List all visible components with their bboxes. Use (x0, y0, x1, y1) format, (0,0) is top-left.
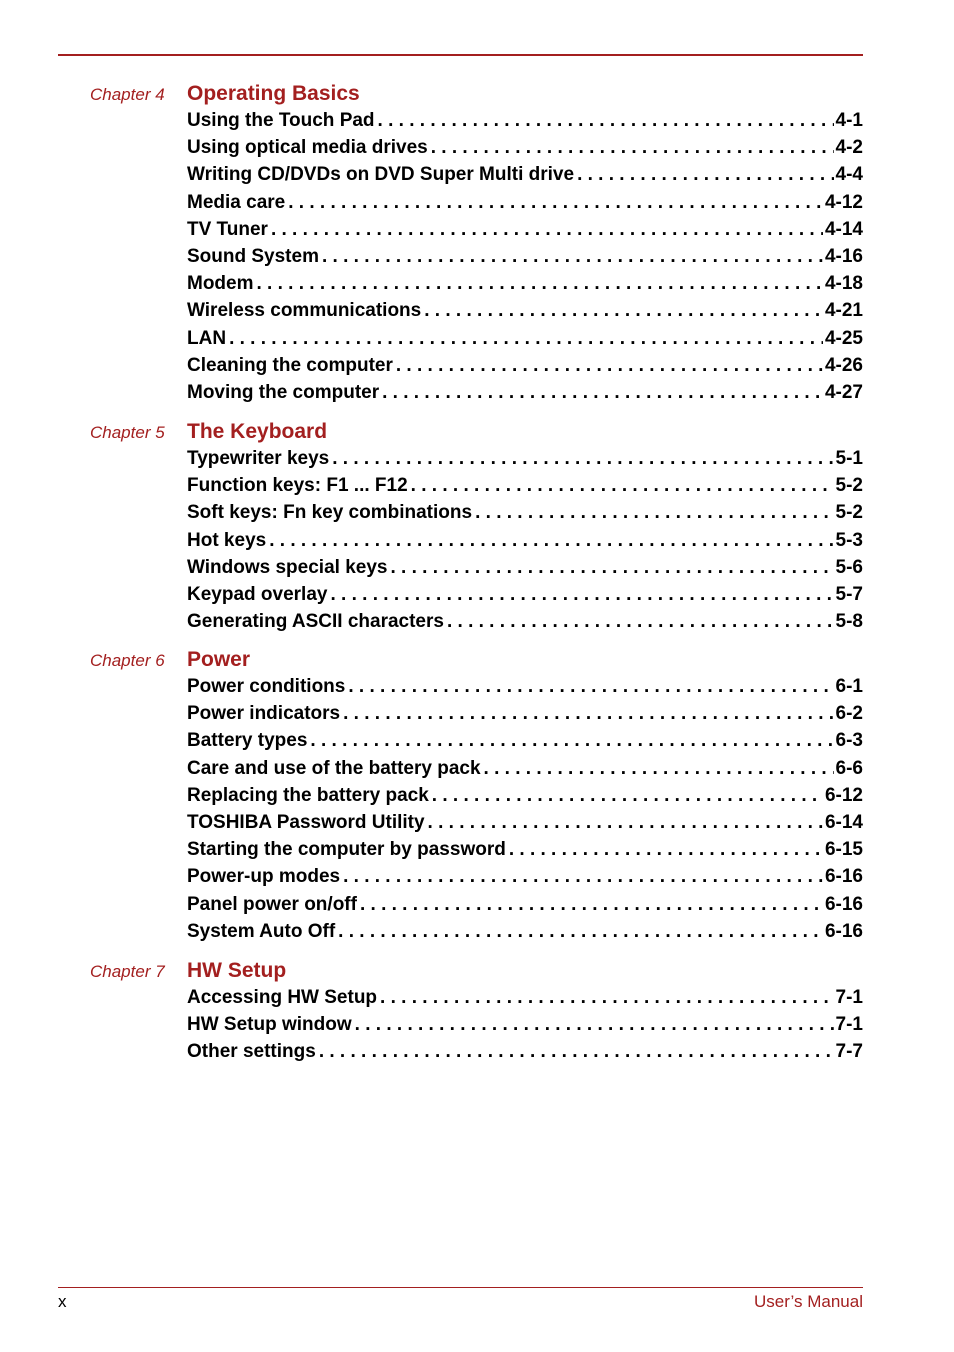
toc-entry-page: 6-16 (824, 920, 863, 942)
toc-entry[interactable] (187, 1011, 863, 1038)
toc-entry[interactable] (187, 608, 863, 635)
toc-entry[interactable] (187, 700, 863, 727)
toc-entries (187, 107, 863, 406)
toc-entry-page: 4-14 (824, 218, 863, 240)
toc-entry[interactable] (187, 782, 863, 809)
toc-entry-page: 4-16 (824, 245, 863, 267)
toc-entry[interactable] (187, 755, 863, 782)
toc-entry-title: Other settings (187, 1041, 316, 1063)
toc-entry-title: Power indicators (187, 703, 341, 725)
dot-leader (322, 243, 823, 270)
toc-entry[interactable] (187, 891, 863, 918)
dot-leader (355, 1011, 834, 1038)
toc-entry[interactable] (187, 379, 863, 406)
toc-entry[interactable] (187, 297, 863, 324)
dot-leader (431, 134, 834, 161)
dot-leader (390, 554, 833, 581)
toc-entry-title: Replacing the battery pack (187, 784, 429, 806)
dot-leader (475, 499, 833, 526)
toc-entry[interactable] (187, 918, 863, 945)
toc-entry-page: 4-26 (824, 354, 863, 376)
page-number: x (58, 1292, 67, 1311)
dot-leader (360, 891, 823, 918)
chapter-label: Chapter 6 (90, 651, 165, 670)
toc-entry[interactable] (187, 727, 863, 754)
toc-entry[interactable] (187, 836, 863, 863)
toc-entry[interactable] (187, 161, 863, 188)
toc-entry-title: Generating ASCII characters (187, 611, 444, 633)
manual-title: User’s Manual (754, 1292, 863, 1311)
chapter-title[interactable]: HW Setup (187, 959, 287, 982)
dot-leader (509, 836, 823, 863)
dot-leader (396, 352, 823, 379)
toc-entry[interactable] (187, 352, 863, 379)
toc-entry[interactable] (187, 673, 863, 700)
toc-entry-page: 6-2 (835, 703, 863, 725)
toc-entry-title: Hot keys (187, 529, 267, 551)
toc-entry-page: 6-3 (835, 730, 863, 752)
toc-entry[interactable] (187, 325, 863, 352)
toc-entry-title: Using optical media drives (187, 137, 428, 159)
dot-leader (343, 700, 833, 727)
toc-entry[interactable] (187, 809, 863, 836)
toc-entry-title: Windows special keys (187, 556, 388, 578)
dot-leader (447, 608, 834, 635)
toc-entry-title: Power-up modes (187, 866, 341, 888)
dot-leader (338, 918, 823, 945)
dot-leader (348, 673, 833, 700)
dot-leader (577, 161, 833, 188)
dot-leader (319, 1038, 834, 1065)
dot-leader (269, 527, 833, 554)
toc-entry-page: 5-6 (835, 556, 863, 578)
dot-leader (343, 863, 823, 890)
footer-rule (58, 1287, 863, 1288)
toc-entry-page: 4-1 (835, 110, 863, 131)
toc-entry-title: Care and use of the battery pack (187, 757, 481, 779)
toc-entry-page: 5-1 (835, 448, 863, 469)
toc-entry-page: 7-7 (835, 1041, 863, 1063)
toc-entry-title: Writing CD/DVDs on DVD Super Multi drive (187, 164, 575, 186)
toc-entry[interactable] (187, 107, 863, 134)
dot-leader (310, 727, 833, 754)
chapter-label: Chapter 7 (90, 962, 165, 981)
toc-entry-page: 5-2 (835, 475, 863, 497)
toc-entry-page: 7-1 (835, 987, 863, 1008)
toc-entry-page: 5-3 (835, 529, 863, 551)
toc-entry-title: Sound System (187, 245, 319, 267)
dot-leader (288, 189, 823, 216)
toc-entry-page: 4-2 (835, 137, 863, 159)
toc-entry-page: 5-8 (835, 611, 863, 633)
toc-entry-title: Starting the computer by password (187, 839, 506, 861)
toc-entry-title: LAN (187, 327, 227, 349)
dot-leader (378, 107, 834, 134)
toc-entry-page: 4-25 (824, 327, 863, 349)
toc-entry-title: TV Tuner (187, 218, 268, 240)
toc-entry[interactable] (187, 270, 863, 297)
toc-entry-title: Using the Touch Pad (187, 110, 375, 131)
toc-entry-title: Accessing HW Setup (187, 987, 378, 1008)
toc-entry[interactable] (187, 984, 863, 1011)
toc-entry[interactable] (187, 243, 863, 270)
dot-leader (229, 325, 823, 352)
chapter-title[interactable]: Operating Basics (187, 82, 360, 105)
toc-entry-title: Battery types (187, 730, 308, 752)
dot-leader (432, 782, 823, 809)
toc-entry-title: Typewriter keys (187, 448, 330, 469)
toc-entry-page: 6-16 (824, 866, 863, 888)
toc-entry[interactable] (187, 527, 863, 554)
toc-entry-page: 6-16 (824, 893, 863, 915)
toc-entries (187, 673, 863, 945)
toc-entry-page: 4-27 (824, 381, 863, 403)
toc-entry-title: Wireless communications (187, 300, 422, 322)
toc-entry[interactable] (187, 216, 863, 243)
dot-leader (380, 984, 833, 1011)
toc-entry[interactable] (187, 189, 863, 216)
toc-entry[interactable] (187, 1038, 863, 1065)
toc-entry[interactable] (187, 445, 863, 472)
toc-entry-title: Soft keys: Fn key combinations (187, 502, 473, 524)
chapter-title[interactable]: The Keyboard (187, 420, 328, 443)
toc-entry[interactable] (187, 863, 863, 890)
toc-entry-page: 5-2 (835, 502, 863, 524)
toc-entry[interactable] (187, 134, 863, 161)
toc-entry-page: 5-7 (835, 583, 863, 605)
chapter-label: Chapter 5 (90, 423, 165, 442)
toc-entry[interactable] (187, 472, 863, 499)
toc-entry-title: Media care (187, 191, 286, 213)
toc-entry-page: 6-12 (824, 784, 863, 806)
toc-entry-page: 4-18 (824, 273, 863, 295)
toc-entry-page: 6-14 (824, 811, 863, 833)
toc-entries (187, 984, 863, 1066)
toc-entry-page: 4-4 (835, 164, 863, 186)
toc-entry-title: System Auto Off (187, 920, 336, 942)
toc-entry-title: Power conditions (187, 676, 346, 697)
toc-entries (187, 445, 863, 635)
dot-leader (257, 270, 823, 297)
dot-leader (424, 297, 823, 324)
chapter-title[interactable]: Power (187, 648, 251, 671)
dot-leader (382, 379, 823, 406)
dot-leader (484, 755, 834, 782)
toc-entry-title: HW Setup window (187, 1014, 352, 1036)
toc-entry-title: TOSHIBA Password Utility (187, 811, 425, 833)
toc-entry-page: 4-21 (824, 300, 863, 322)
chapter-label: Chapter 4 (90, 85, 165, 104)
toc-entry-title: Keypad overlay (187, 583, 328, 605)
toc-entry-title: Cleaning the computer (187, 354, 393, 376)
toc-entry[interactable] (187, 581, 863, 608)
toc-entry-title: Function keys: F1 ... F12 (187, 475, 408, 497)
toc-entry-page: 6-1 (835, 676, 863, 697)
dot-leader (411, 472, 834, 499)
toc-entry[interactable] (187, 499, 863, 526)
dot-leader (330, 581, 833, 608)
toc-entry-title: Panel power on/off (187, 893, 357, 915)
header-rule (58, 54, 863, 56)
toc-entry-title: Modem (187, 273, 254, 295)
toc-entry-page: 6-6 (835, 757, 863, 779)
dot-leader (428, 809, 823, 836)
toc-entry[interactable] (187, 554, 863, 581)
toc-entry-title: Moving the computer (187, 381, 380, 403)
dot-leader (332, 445, 833, 472)
toc-entry-page: 6-15 (824, 839, 863, 861)
toc-entry-page: 4-12 (824, 191, 863, 213)
toc-entry-page: 7-1 (835, 1014, 863, 1036)
dot-leader (271, 216, 823, 243)
